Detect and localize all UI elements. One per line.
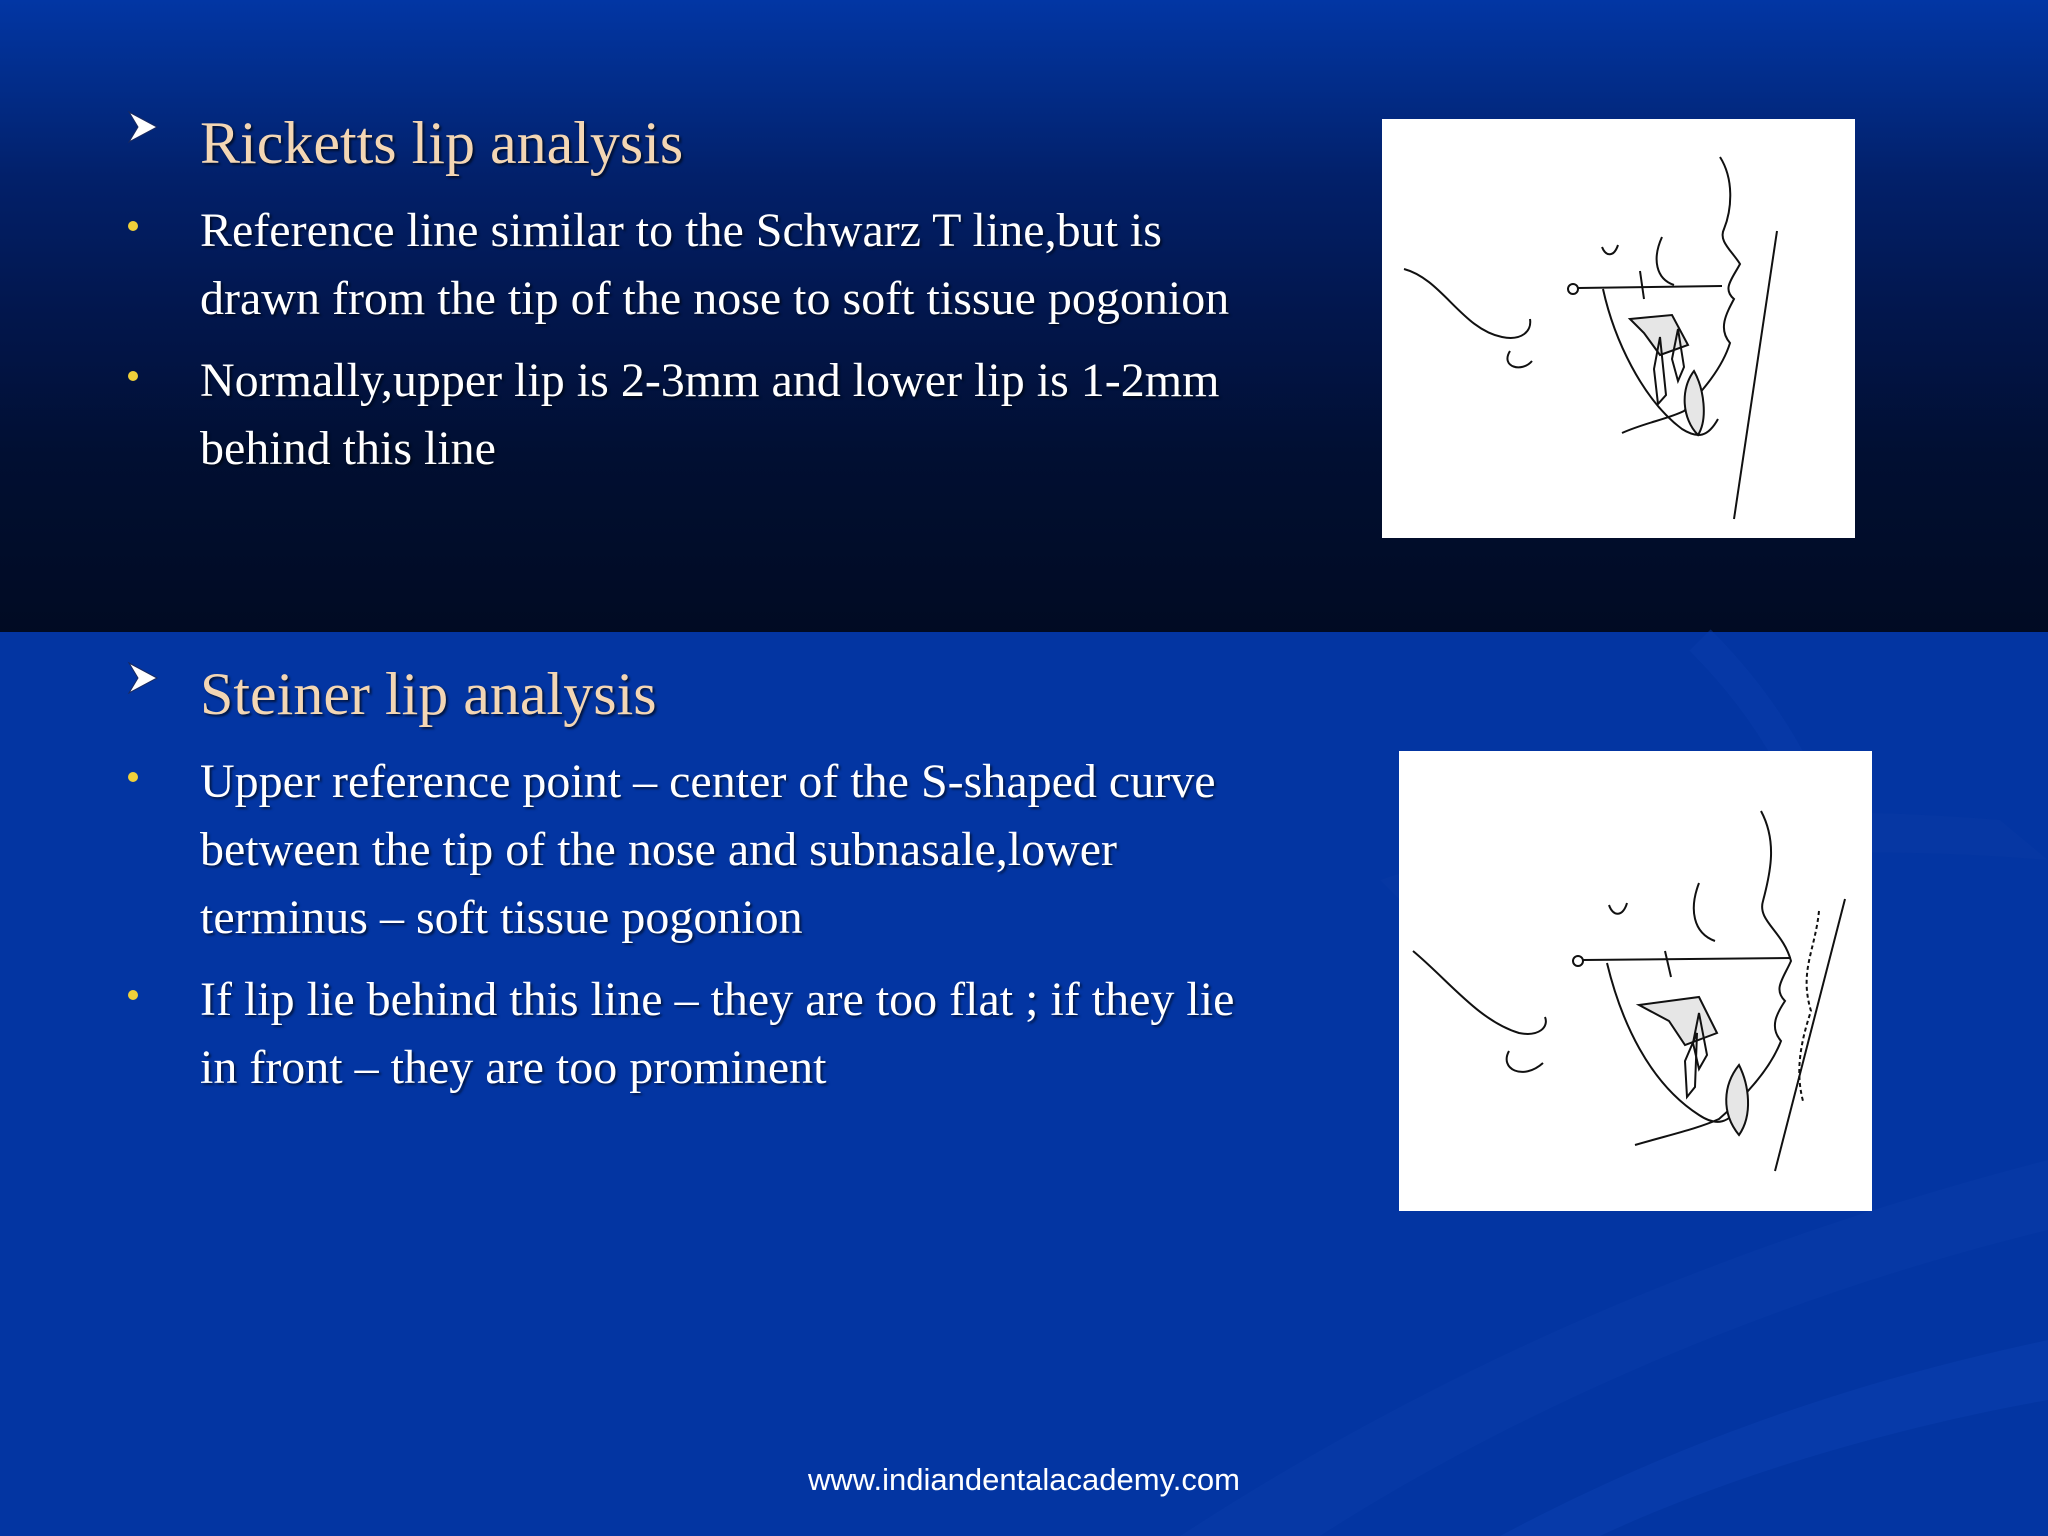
section-steiner: [120, 656, 1250, 1102]
section-ricketts: [120, 105, 1250, 483]
heading-row: [120, 656, 1250, 732]
bullet-text: Upper reference point – center of the S-shaped curve between the tip of the nose and subnasale,lower terminus – soft tissue pogonion: [200, 755, 1216, 944]
ricketts-diagram: [1382, 119, 1855, 538]
bullet-text: If lip lie behind this line – they are too flat ; if they lie in front – they are too prominent: [200, 973, 1235, 1094]
bullet-dot-icon: [128, 990, 138, 1000]
bullet-text: Normally,upper lip is 2-3mm and lower lip is 1-2mm behind this line: [200, 354, 1220, 475]
section-heading: Ricketts lip analysis: [200, 110, 684, 176]
section-heading: Steiner lip analysis: [200, 661, 657, 727]
steiner-profile-drawing: [1399, 751, 1872, 1211]
bullet-dot-icon: [128, 371, 138, 381]
bullet-item: [120, 197, 1250, 333]
bullet-text: Reference line similar to the Schwarz T line,but is drawn from the tip of the nose to soft tissue pogonion: [200, 204, 1230, 325]
bullet-item: [120, 347, 1250, 483]
bullet-item: [120, 748, 1250, 952]
arrow-bullet-icon: [126, 660, 160, 696]
arrow-bullet-icon: [126, 109, 160, 145]
heading-row: [120, 105, 1250, 181]
steiner-diagram: [1399, 751, 1872, 1211]
ricketts-profile-drawing: [1382, 119, 1855, 538]
bullet-dot-icon: [128, 221, 138, 231]
footer-url: www.indiandentalacademy.com: [808, 1462, 1240, 1497]
bullet-dot-icon: [128, 772, 138, 782]
bullet-item: [120, 966, 1250, 1102]
